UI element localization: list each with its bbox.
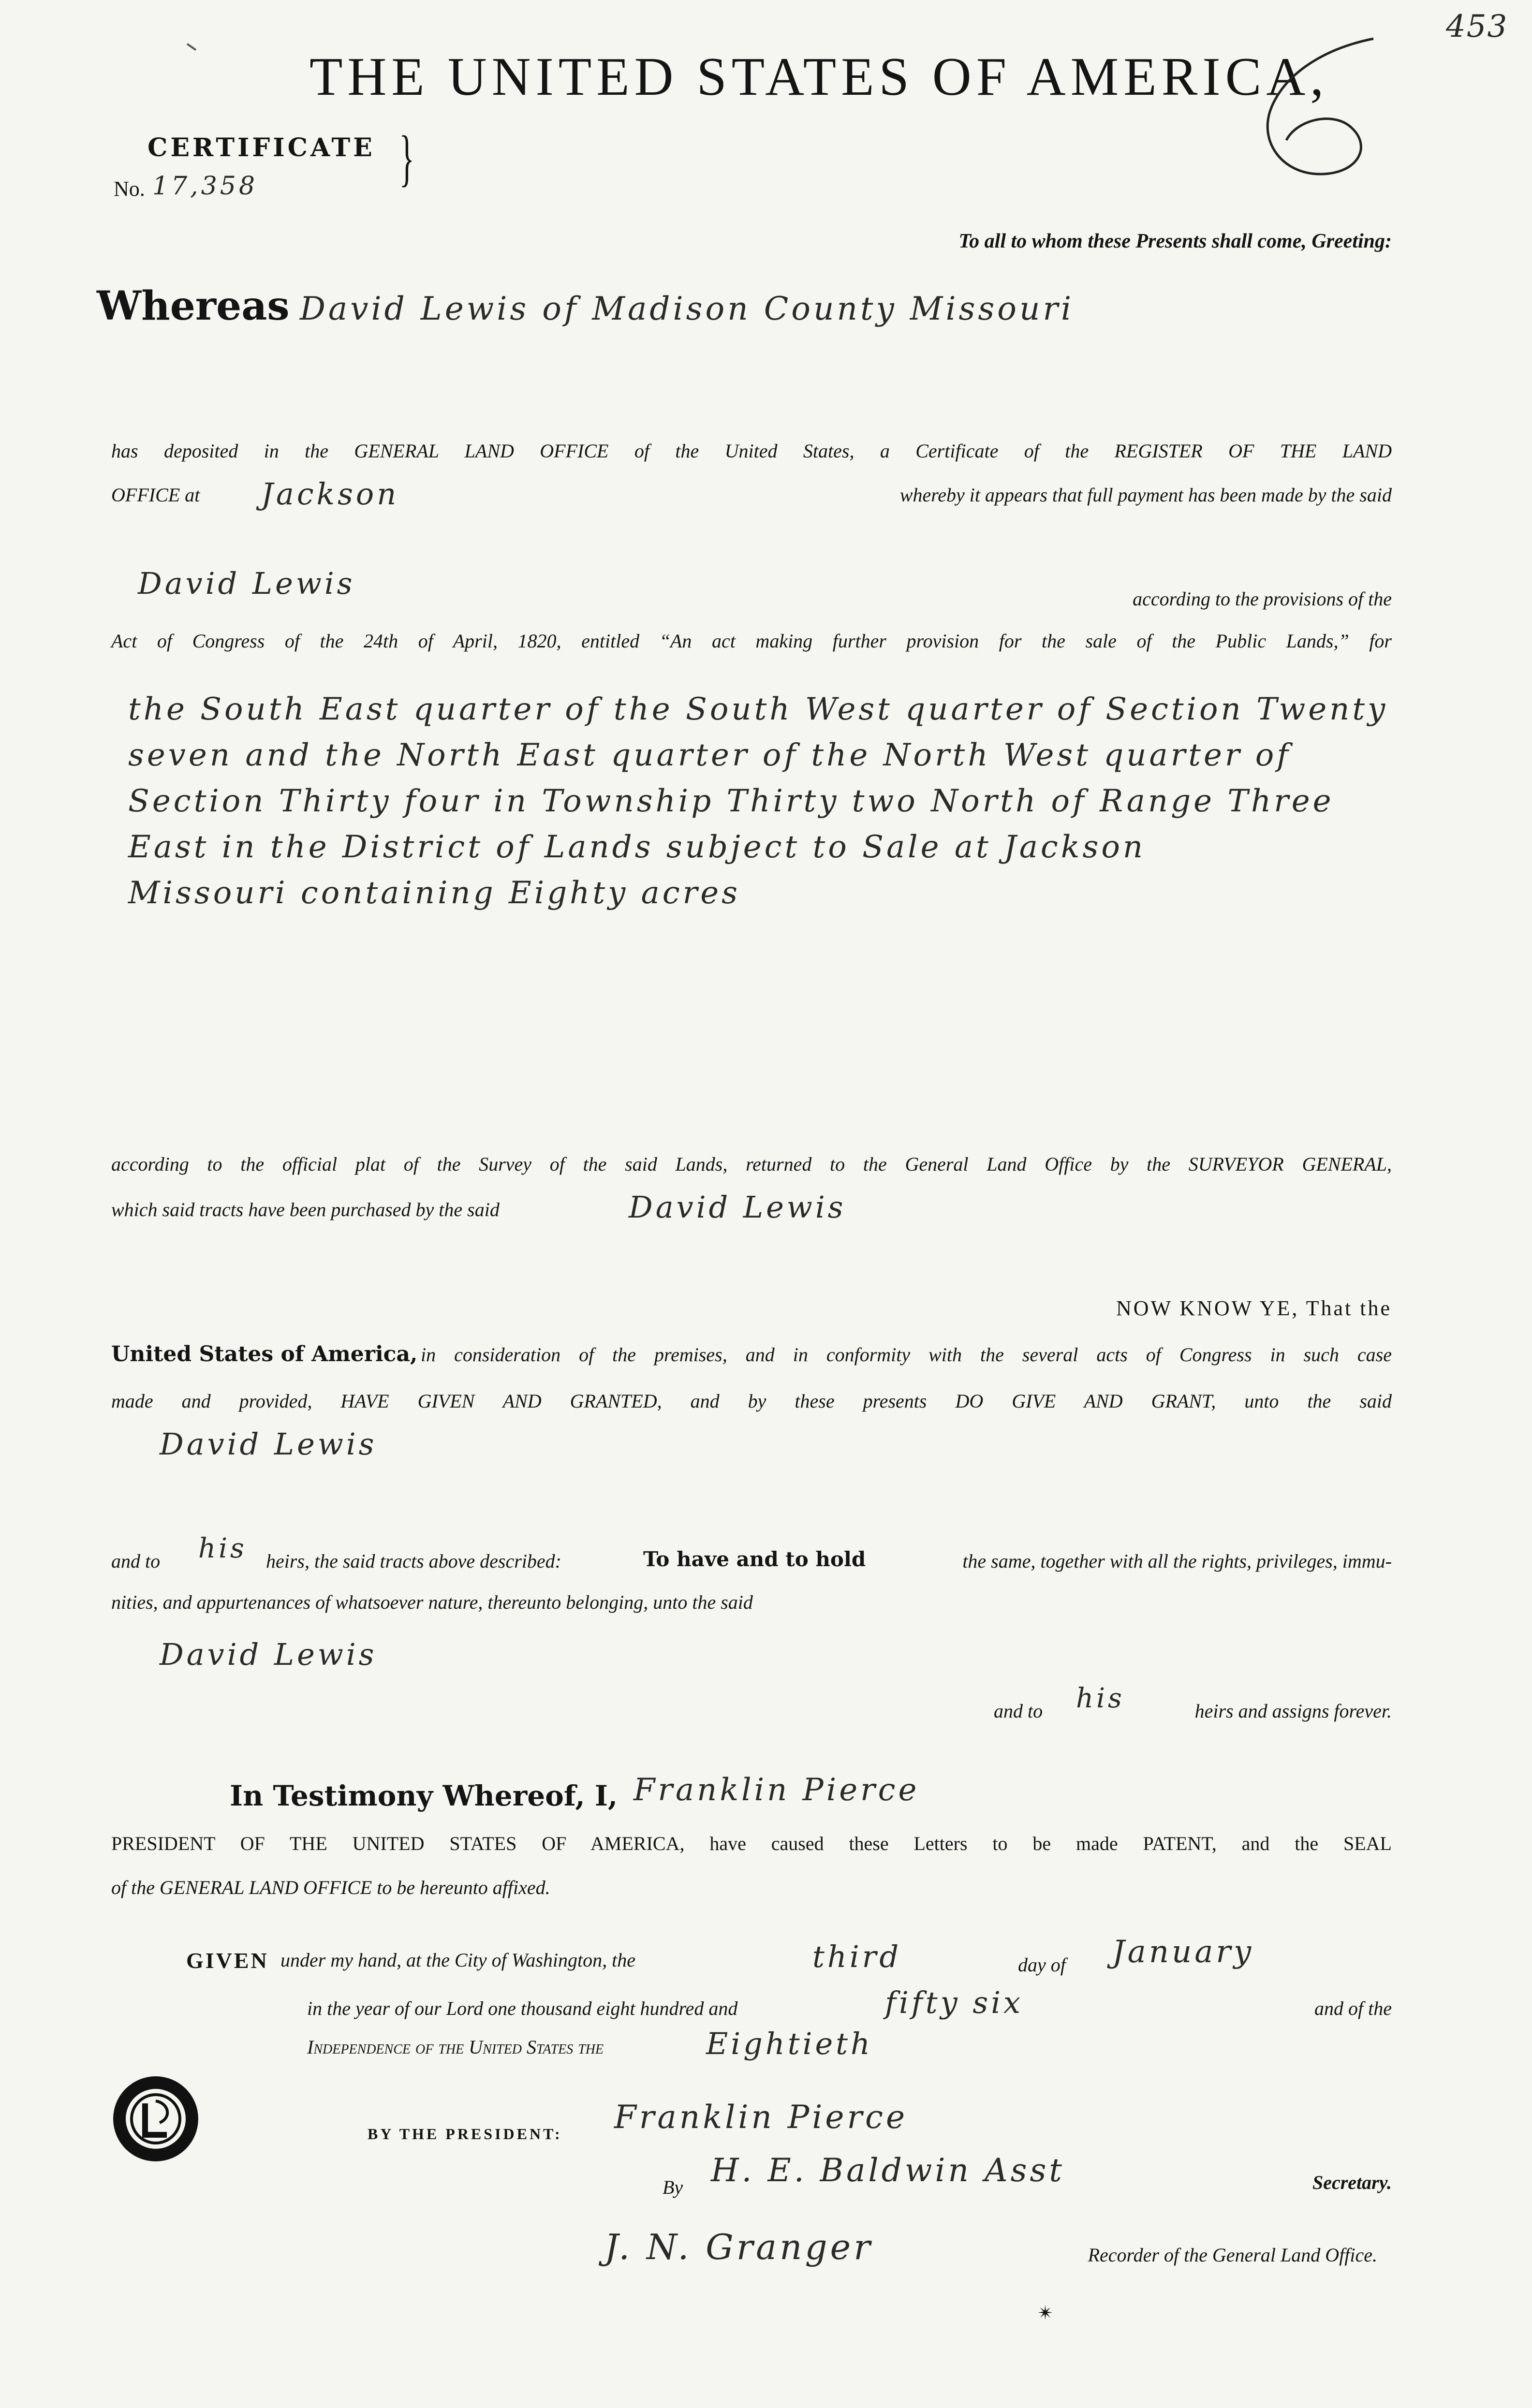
document-title: THE UNITED STATES OF AMERICA, [309,47,1329,107]
and-to-label-2: and to [994,1700,1043,1722]
to-have-and-to-hold: To have and to hold [643,1547,866,1571]
description-line: seven and the North East quarter of the North West quarter of [128,737,1291,773]
certificate-label: CERTIFICATE [147,133,375,162]
given-granted-line: made and provided, HAVE GIVEN AND GRANTED, and by these presents DO GIVE AND GRANT, unto the said [111,1390,1392,1412]
seal-line: of the GENERAL LAND OFFICE to be hereunto affixed. [111,1877,550,1898]
whereas-label: Whereas [97,283,290,329]
and-to-label: and to [111,1550,161,1572]
purchased-by-text: which said tracts have been purchased by the said [111,1199,500,1220]
page-number: 453 [1446,9,1508,44]
description-line: Missouri containing Eighty acres [128,875,740,911]
heirs-tracts-text: heirs, the said tracts above described: [266,1550,561,1572]
land-description [128,687,1410,916]
pronoun-his-1: his [198,1533,247,1564]
certificate-brace: } [399,123,414,193]
pronoun-his-2: his [1076,1683,1125,1714]
certificate-no-label: No. [114,177,145,201]
president-signature: Franklin Pierce [614,2099,908,2136]
grantee-name-2: David Lewis [160,1426,377,1462]
independence-text: Independence of the United States the [307,2036,604,2058]
given-day: third [812,1939,902,1974]
land-office-name: Jackson [261,476,399,512]
secretary-signature: H. E. Baldwin Asst [711,2152,1065,2189]
payer-name: David Lewis [138,566,355,601]
general-land-office-seal [111,2074,201,2164]
given-year: fifty six [885,1985,1023,2020]
grantee-name-3: David Lewis [160,1637,377,1672]
now-know-ye: NOW KNOW YE, That the [1116,1296,1392,1320]
office-at-label: OFFICE at [111,484,200,506]
description-line: East in the District of Lands subject to Sale at Jackson [128,829,1146,865]
secretary-label: Secretary. [1312,2172,1392,2193]
certificate-number: 17,358 [152,172,258,201]
by-label: By [663,2176,683,2198]
grantee-name-county: David Lewis of Madison County Missouri [300,290,1075,327]
description-line: the South East quarter of the South West quarter of Section Twenty [128,691,1388,727]
president-name-inline: Franklin Pierce [633,1772,920,1808]
bottom-mark: ✴ [1037,2302,1054,2324]
recorder-signature: J. N. Granger [604,2227,873,2267]
and-of-the-text: and of the [1314,1997,1392,2019]
provisions-text: according to the provisions of the [1133,588,1392,610]
purchaser-name: David Lewis [629,1189,846,1225]
act-of-congress-line: Act of Congress of the 24th of April, 1820, entitled “An act making further provision for the sale of the Public Lands,” for [111,630,1392,652]
appurtenances-line: nities, and appurtenances of whatsoever nature, thereunto belonging, unto the said [111,1591,753,1613]
day-of-label: day of [1018,1954,1066,1976]
deposit-line: has deposited in the GENERAL LAND OFFICE of the United States, a Certificate of the REGISTER OF THE LAND [111,440,1392,462]
handwritten-six-mark [1228,34,1393,189]
rights-privileges-text: the same, together with all the rights, privileges, immu- [962,1550,1392,1572]
recorder-label: Recorder of the General Land Office. [1088,2244,1377,2266]
independence-year: Eightieth [706,2026,873,2061]
greeting: To all to whom these Presents shall come, Greeting: [958,230,1392,252]
given-text: under my hand, at the City of Washington, the [280,1949,636,1971]
scratch-mark [187,43,196,51]
by-the-president-label: BY THE PRESIDENT: [368,2125,562,2143]
united-states-blackletter: United States of America, [111,1342,418,1366]
consideration-text: in consideration of the premises, and in conformity with the several acts of Congress in such case [421,1344,1392,1366]
year-of-our-lord-text: in the year of our Lord one thousand eight hundred and [307,1997,738,2019]
full-payment-text: whereby it appears that full payment has been made by the said [899,484,1392,506]
heirs-assigns-text: heirs and assigns forever. [1194,1700,1392,1722]
given-label: GIVEN [186,1948,269,1973]
testimony-label: In Testimony Whereof, I, [230,1779,618,1812]
description-line: Section Thirty four in Township Thirty two North of Range Three [128,783,1334,819]
official-plat-line: according to the official plat of the Survey of the said Lands, returned to the General Land Office by the SURVEYOR GENERAL, [111,1153,1392,1175]
given-month: January [1112,1934,1254,1970]
president-line: PRESIDENT OF THE UNITED STATES OF AMERICA, have caused these Letters to be made PATENT, and the SEAL [111,1833,1392,1854]
